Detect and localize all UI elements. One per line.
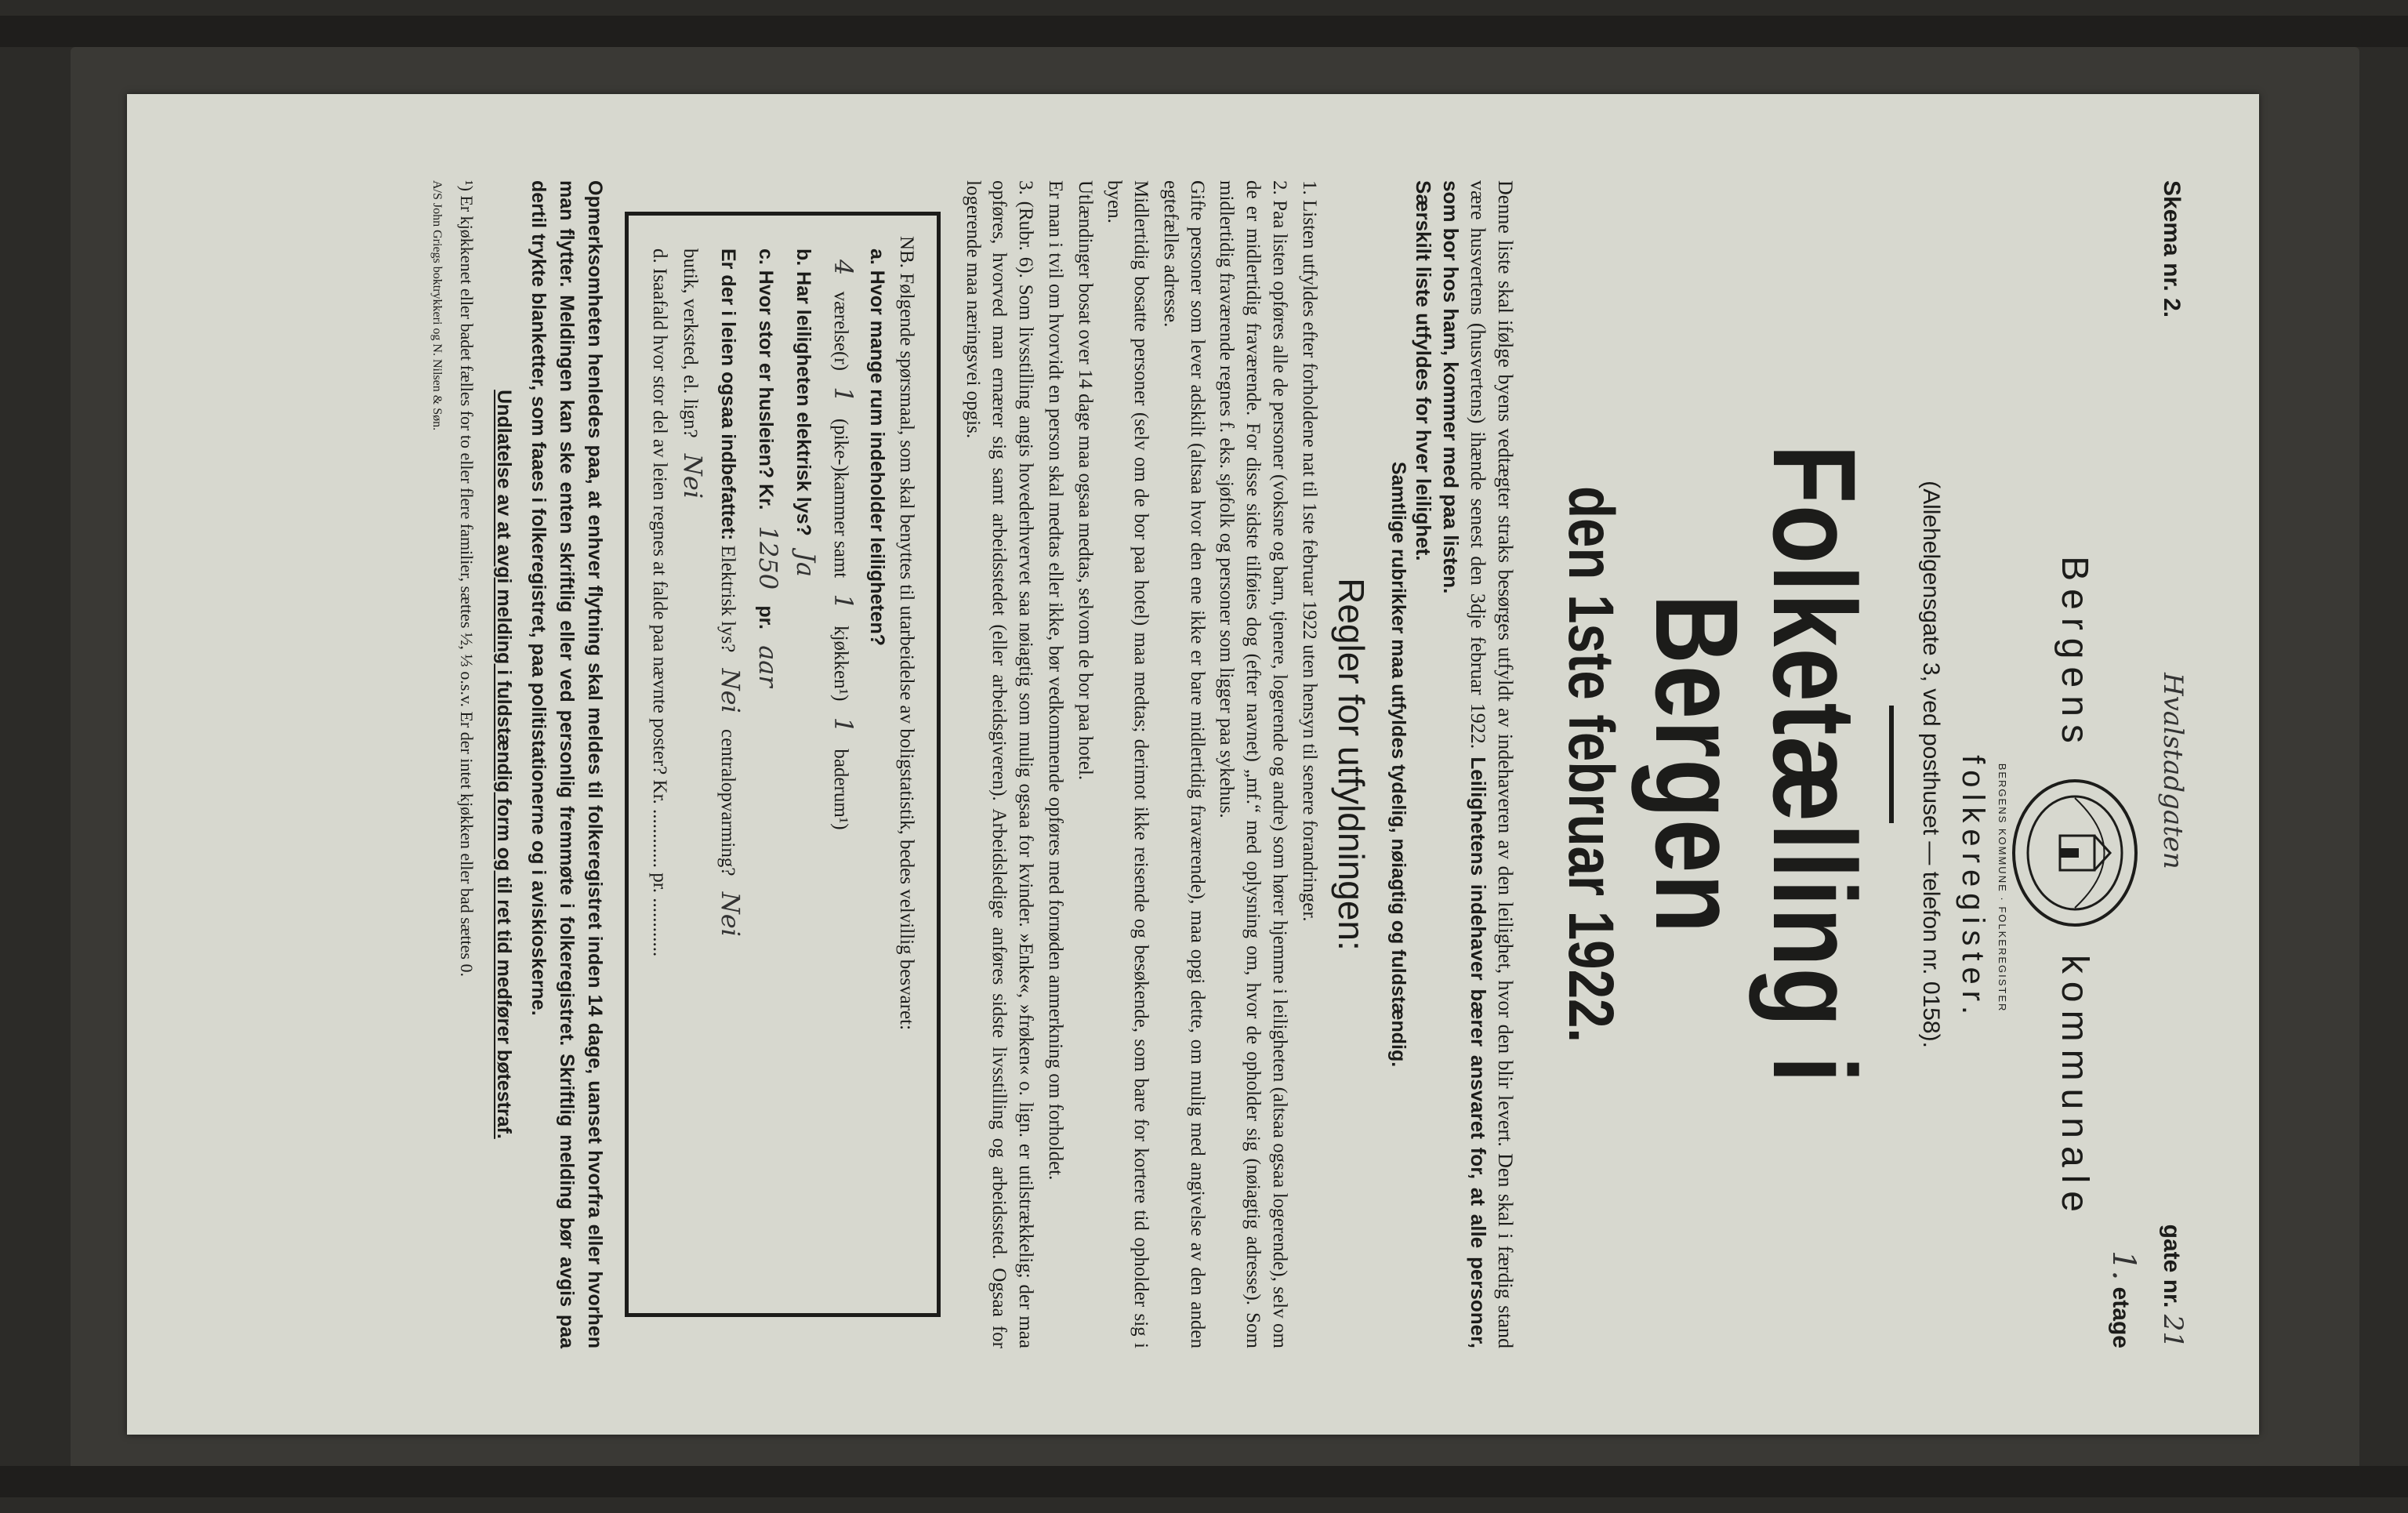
main-title: Folketælling i Bergen	[1631, 444, 1880, 1084]
bergen-seal-icon	[2008, 775, 2141, 931]
schema-line	[2157, 180, 2189, 1348]
schema-number: Skema nr. 2.	[2159, 180, 2185, 318]
etage-block	[2105, 1250, 2141, 1348]
rule-item: Utlændinger bosat over 14 dage maa ogsaa medtas, selvom de bor paa hotel.	[1074, 180, 1096, 781]
answer-butik: Nei	[677, 453, 708, 499]
per-label: pr.	[754, 605, 777, 630]
question-a-answers	[825, 249, 862, 1293]
kommune-right: kommunale	[2054, 954, 2096, 1220]
label-kjokken: kjøkken¹)	[829, 626, 851, 702]
intro-para-3: Særskilt liste utfyldes for hver leilighet.	[1411, 180, 1435, 561]
seal-text-bottom: FOLKEREGISTER	[1996, 906, 2008, 1013]
etage-number: 1.	[2105, 1250, 2141, 1281]
question-c-label: c. Hvor stor er husleien? Kr.	[754, 249, 777, 510]
question-b	[787, 249, 825, 1293]
rules-heading: Regler for utfyldningen:	[1330, 578, 1372, 951]
gate-label: gate nr.	[2159, 1224, 2185, 1308]
gate-number: 21	[2157, 1314, 2189, 1348]
rule-item: 1. Listen utfyldes efter forholdene nat til 1ste februar 1922 uten hensyn til senere forandringer.	[1298, 180, 1320, 922]
folkeregister-label: folkeregister.	[1956, 755, 1990, 1021]
label-lys: Elektrisk lys?	[716, 545, 738, 653]
kommune-left: Bergens	[2054, 556, 2096, 751]
header-row: Bergens kommunale BERGENS KOMMUNE · FOLKEREGISTER folkeregister. 1. etage	[1956, 556, 2141, 1348]
moving-notice: Opmerksomheten henledes paa, at enhver flytning skal meldes til folkeregistret inden 14 dage, uanset hvorfra eller hvorhen man flytter. Meldingen kan ske enten skriftlig eller ved personlig fremmøte i folkeregistret. Skriftlig melding bør avgis paa dertil trykte blanketter, som faaes i folkeregistret, paa politistationerne og i aviskioskerne.	[527, 180, 607, 1348]
housing-questions-box	[625, 212, 941, 1317]
rule-item: Midlertidig bosatte personer (selv om de bor paa hotel) maa medtas; derimot ikke reisende og besøkende, som bare for kortere tid opholder sig i byen.	[1104, 180, 1152, 1348]
etage-label: etage	[2108, 1286, 2134, 1348]
footnote: ¹) Er kjøkkenet eller badet fælles for to eller flere familier, sættes ½, ⅓ o.s.v. Er der intet kjøkken eller bad sættes 0.	[457, 180, 477, 977]
answer-kjokken: 1	[828, 593, 858, 610]
answer-period: aar	[752, 645, 783, 688]
binder-edge-bottom	[0, 1466, 2408, 1497]
sub-title: den 1ste februar 1922.	[1555, 485, 1626, 1043]
rule-item: Gifte personer som lever adskilt (altsaa hvor den ene ikke er bare midlertidig fraværende), maa opgi dette, om mulig med angivelse av den anden egtefælles adresse.	[1159, 180, 1208, 1348]
rule-item: Er man i tvil om hvorvidt en person skal medtas eller ikke, bør vedkommende opføres med fornøden anmerkning om forholdet.	[1044, 180, 1066, 1181]
question-b-label: b. Har leiligheten elektrisk lys?	[792, 249, 814, 536]
answer-b: Ja	[790, 552, 821, 577]
answer-vaerelser: 4	[828, 259, 858, 276]
question-a: a. Hvor mange rum indeholder leiligheten?	[866, 249, 889, 647]
street-handwriting: Hvalstadgaten	[2157, 672, 2189, 869]
seal-text-top: BERGENS KOMMUNE	[1996, 763, 2008, 893]
answer-pike: 1	[828, 386, 858, 403]
nb-intro: NB. Følgende spørsmaal, som skal benyttes til utarbeidelse av boligstatistik, bedes velvillig besvaret:	[895, 236, 917, 1031]
penalty-notice: Undlatelse av at avgi melding i fuldstændig form og til ret tid medfører bøtestraf.	[492, 390, 515, 1139]
office-address: (Allehelgensgate 3, ved posthuset — telefon nr. 0158).	[1918, 481, 1944, 1048]
label-central: centralopvarming?	[716, 729, 738, 876]
intro-para-2: Leilighetens indehaver bærer ansvaret for, at alle personer, som bor hos ham, kommer med paa listen.	[1438, 180, 1490, 1348]
question-c2-label: Er der i leien ogsaa indbefattet:	[716, 249, 739, 541]
divider	[1889, 706, 1894, 823]
binder-edge-top	[0, 16, 2408, 47]
rule-item: 3. (Rubr. 6). Som livsstilling angis hovederhvervet saa nøiagtig som mulig ogsaa for kvinder. »Enke«, »frøken« o. lign. er utilstrækkelig; der maa opføres, hvorved man ernærer sig samt arbeidsstedet (eller arbeidsgiveren). Arbeidsledige anføres sidste livsstilling og arbeidssted. Ogsaa for logerende maa næringsvei opgis.	[962, 180, 1037, 1348]
question-c	[749, 249, 787, 1293]
question-d: d. Isaafald hvor stor del av leien regnes at falde paa nævnte poster? Kr. ............ pr. ............	[648, 249, 670, 957]
printer-credit: A/S John Griegs boktrykkeri og N. Nilsen & Søn.	[430, 180, 444, 431]
answer-baderum: 1	[828, 717, 858, 734]
label-butik: butik, verksted, el. lign?	[679, 249, 701, 438]
form-content	[430, 180, 2189, 1348]
question-c3	[674, 249, 712, 1293]
answer-rent: 1250	[752, 525, 783, 590]
samtlige-note: Samtlige rubrikker maa utfyldes tydelig, nøiagtig og fuldstændig.	[1387, 461, 1409, 1068]
question-c2	[712, 249, 749, 1293]
intro-text	[1409, 180, 1519, 1348]
label-baderum: baderum¹)	[829, 749, 851, 830]
label-vaerelser: værelse(r)	[829, 291, 851, 371]
answer-central: Nei	[715, 891, 745, 937]
census-form-sheet	[127, 94, 2259, 1435]
answer-lys: Nei	[715, 668, 745, 713]
rule-item: 2. Paa listen opføres alle de personer (voksne og barn, tjenere, logerende og andre) som hører hjemme i leiligheten (altsaa ogsaa logerende), selv om de er midlertidig fraværende. For disse sidste tilføies dog (efter navnet) „mf.“ med oplysning om, hvor de opholder sig (nøiagtig adresse). Som midlertidig fraværende regnes f. eks. sjøfolk og personer som ligger paa sykehus.	[1216, 180, 1290, 1348]
label-pike: (pike-)kammer samt	[829, 418, 851, 579]
intro-para-1: Denne liste skal ifølge byens vedtægter straks besørges utfyldt av indehaveren av den leilighet, hvor den blir levert. Den skal i færdig stand være husvertens (husvertens) ihænde senest den 3dje februar 1922.	[1466, 180, 1517, 1348]
